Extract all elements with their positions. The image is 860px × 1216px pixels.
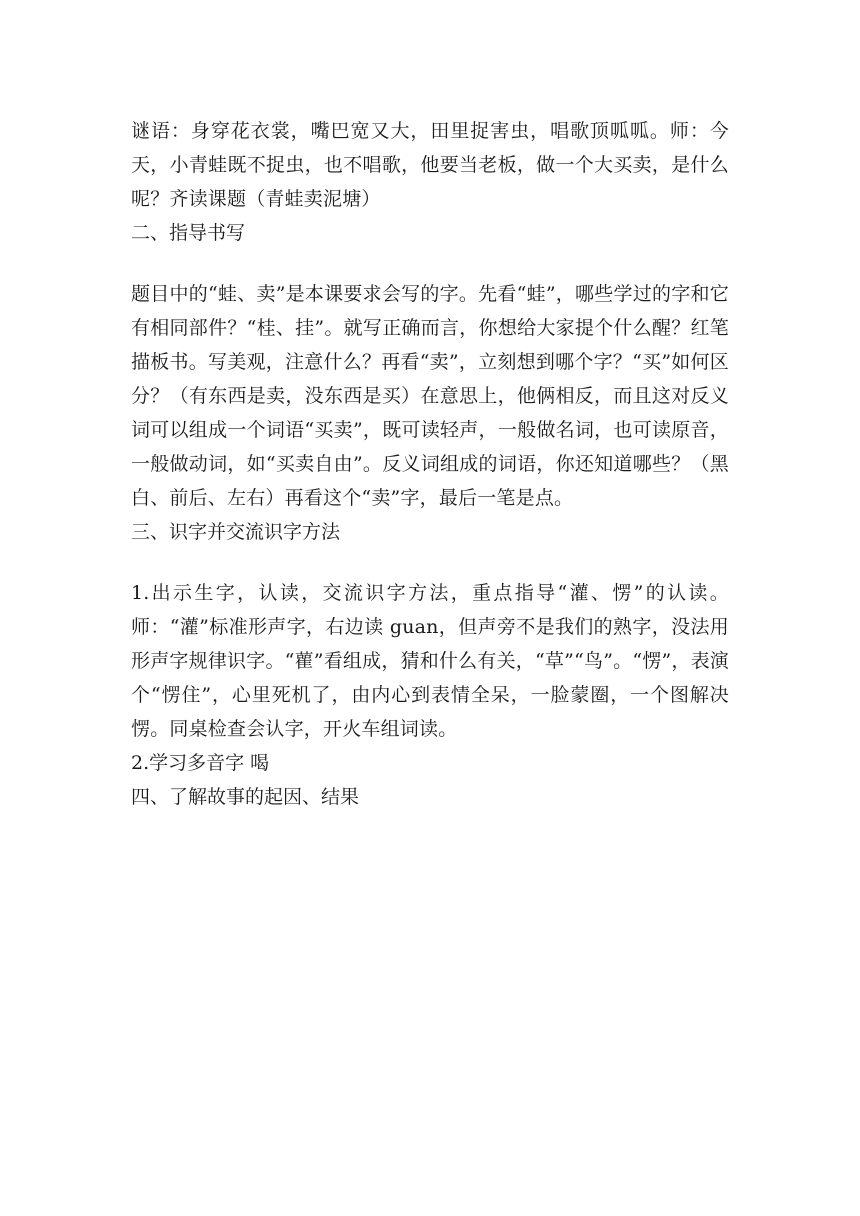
section-heading-story-cause-result: 四、了解故事的起因、结果 — [131, 786, 360, 808]
riddle-paragraph: 谜语：身穿花衣裳，嘴巴宽又大，田里捉害虫，唱歌顶呱呱。师：今天，小青蛙既不捉虫，也不唱歌，他要当老板，做一个大买卖，是什么呢？齐读课题（青蛙卖泥塘） — [131, 120, 729, 210]
polyphonic-character-item: 2.学习多音字 喝 — [131, 752, 270, 774]
character-recognition-paragraph: 1.出示生字，认读，交流识字方法，重点指导“灌、愣”的认读。师：“灌”标准形声字，右边读 guan，但声旁不是我们的熟字，没法用形声字规律识字。“雚”看组成，猜和什么有关，“草”“鸟”。“愣”，表演个“愣住”，心里死机了，由内心到表情全呆，一脸蒙圈，一个图解决愣。同桌检查会认字，开火车组词读。 — [131, 582, 729, 740]
section-heading-writing-guidance: 二、指导书写 — [131, 222, 246, 244]
document-body — [131, 114, 729, 814]
section-heading-character-recognition: 三、识字并交流识字方法 — [131, 521, 341, 543]
writing-guidance-paragraph: 题目中的“蛙、卖”是本课要求会写的字。先看“蛙”，哪些学过的字和它有相同部件？“桂、挂”。就写正确而言，你想给大家提个什么醒？红笔描板书。写美观，注意什么？再看“卖”，立刻想到哪个字？“买”如何区分？（有东西是卖，没东西是买）在意思上，他俩相反，而且这对反义词可以组成一个词语“买卖”，既可读轻声，一般做名词，也可读原音，一般做动词，如“买卖自由”。反义词组成的词语，你还知道哪些？（黑白、前后、左右）再看这个“卖”字，最后一笔是点。 — [131, 283, 729, 509]
